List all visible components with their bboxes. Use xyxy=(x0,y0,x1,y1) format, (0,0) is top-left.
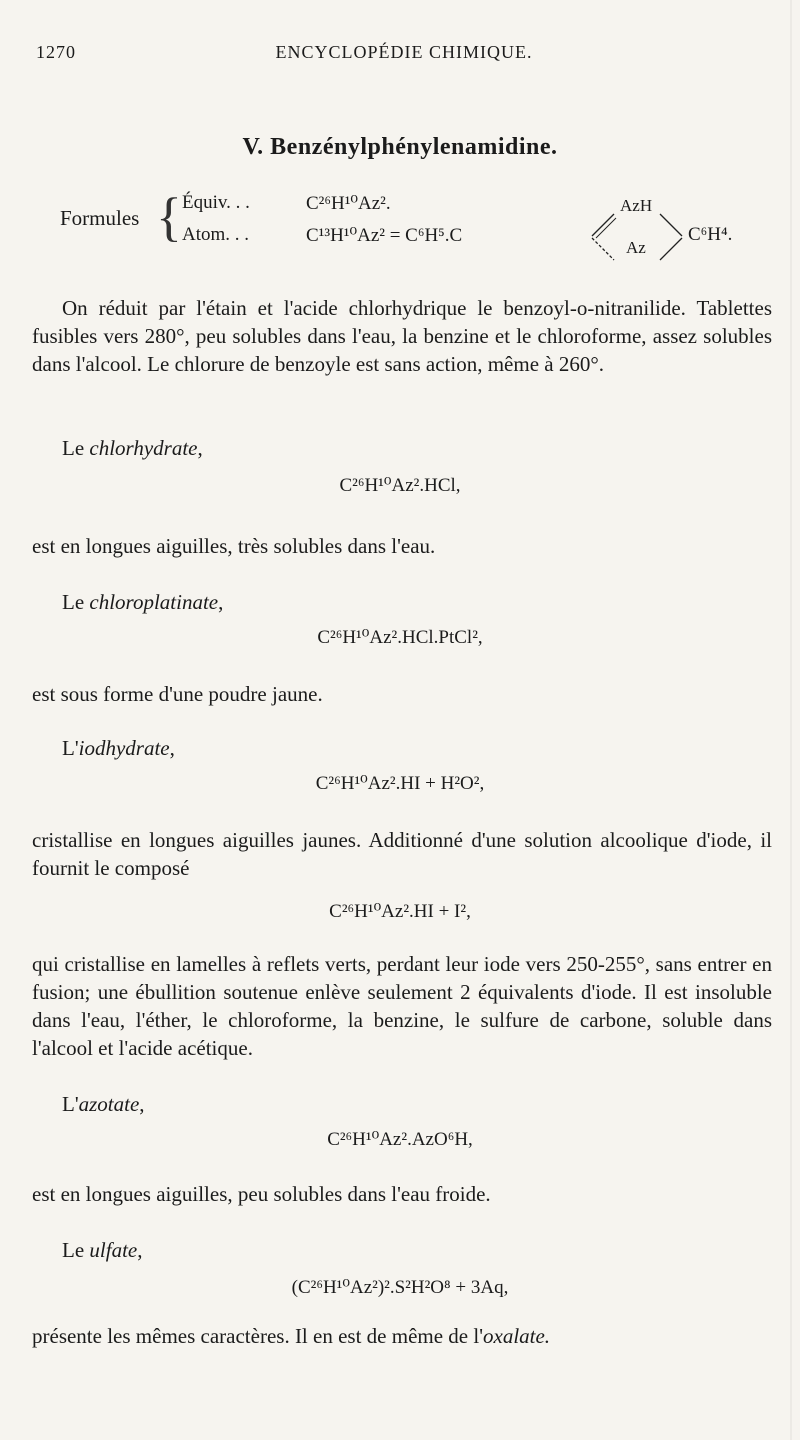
atom-formula: C¹³H¹⁰Az² = C⁶H⁵.C xyxy=(306,225,463,246)
formula-brace: { xyxy=(156,187,182,247)
lead-article: L' xyxy=(62,736,79,760)
iodhydrate-text: cristallise en longues aiguilles jaunes. Additionné d'une solution alcoolique d'iode, il fournit le composé xyxy=(32,828,772,880)
sulfate-formula: (C²⁶H¹⁰Az²)².S²H²O⁸ + 3Aq, xyxy=(291,1277,509,1298)
atom-label: Atom. . . xyxy=(182,224,250,245)
compose-text: qui cristallise en lamelles à reflets verts, perdant leur iode vers 250-255°, sans entrer en fusion; une ébullition soutenue enlève seulement 2 équivalents d'iode. Il est insoluble dans l'eau, l'éther, le chloroforme, la benzine, le sulfure de carbone, soluble dans l'alcool et l'acide acétique. xyxy=(32,952,772,1060)
lead-article: L' xyxy=(62,1092,79,1116)
chlorhydrate-name: chlorhydrate xyxy=(89,436,198,460)
page-number: 1270 xyxy=(36,42,76,62)
sulfate-text-main: présente les mêmes caractères. Il en est de même de l' xyxy=(32,1324,483,1348)
section-title: V. Benzénylphénylenamidine. xyxy=(242,134,558,160)
iodhydrate-formula: C²⁶H¹⁰Az².HI + H²O², xyxy=(315,773,485,794)
azotate-text: est en longues aiguilles, peu solubles dans l'eau froide. xyxy=(32,1182,491,1206)
chlorhydrate-text: est en longues aiguilles, très solubles dans l'eau. xyxy=(32,534,436,558)
lead-article: Le xyxy=(62,436,90,460)
formula-block xyxy=(60,187,780,272)
chloroplatinate-lead: Le chloroplatinate, xyxy=(62,590,224,614)
lead-article: Le xyxy=(62,1238,90,1262)
struct-bottom-group: Az xyxy=(626,238,646,257)
sulfate-name: ulfate xyxy=(89,1238,138,1262)
chloroplatinate-text: est sous forme d'une poudre jaune. xyxy=(32,682,323,706)
oxalate-name: oxalate. xyxy=(483,1324,551,1348)
sulfate-text xyxy=(32,1322,772,1350)
struct-top-group: AzH xyxy=(620,196,653,215)
ring-structure-diagram xyxy=(590,196,800,266)
sulfate-lead: Le ulfate, xyxy=(62,1238,143,1262)
chlorhydrate-lead: Le chlorhydrate, xyxy=(62,436,203,460)
azotate-name: azotate xyxy=(78,1092,140,1116)
compose-formula: C²⁶H¹⁰Az².HI + I², xyxy=(329,901,471,922)
running-title: ENCYCLOPÉDIE CHIMIQUE. xyxy=(275,42,533,62)
azotate-formula: C²⁶H¹⁰Az².AzO⁶H, xyxy=(327,1129,473,1150)
azotate-lead: L'azotate, xyxy=(62,1092,145,1116)
chlorhydrate-formula: C²⁶H¹⁰Az².HCl, xyxy=(339,475,461,496)
equiv-formula: C²⁶H¹⁰Az². xyxy=(306,193,391,214)
lead-article: Le xyxy=(62,590,90,614)
iodhydrate-lead: L'iodhydrate, xyxy=(62,736,175,760)
struct-right-group: C⁶H⁴. xyxy=(688,224,733,245)
chloroplatinate-formula: C²⁶H¹⁰Az².HCl.PtCl², xyxy=(317,627,483,648)
chloroplatinate-name: chloroplatinate xyxy=(89,590,219,614)
equiv-label: Équiv. . . xyxy=(182,192,250,213)
iodhydrate-name: iodhydrate xyxy=(78,736,170,760)
paragraph-preparation: On réduit par l'étain et l'acide chlorhydrique le benzoyl-o-nitranilide. Tablettes fusibles vers 280°, peu solubles dans l'eau, la benzine et le chloroforme, assez solubles dans l'alcool. Le chlorure de benzoyle est sans action, même à 260°. xyxy=(32,296,772,376)
formula-label: Formules xyxy=(60,206,140,230)
